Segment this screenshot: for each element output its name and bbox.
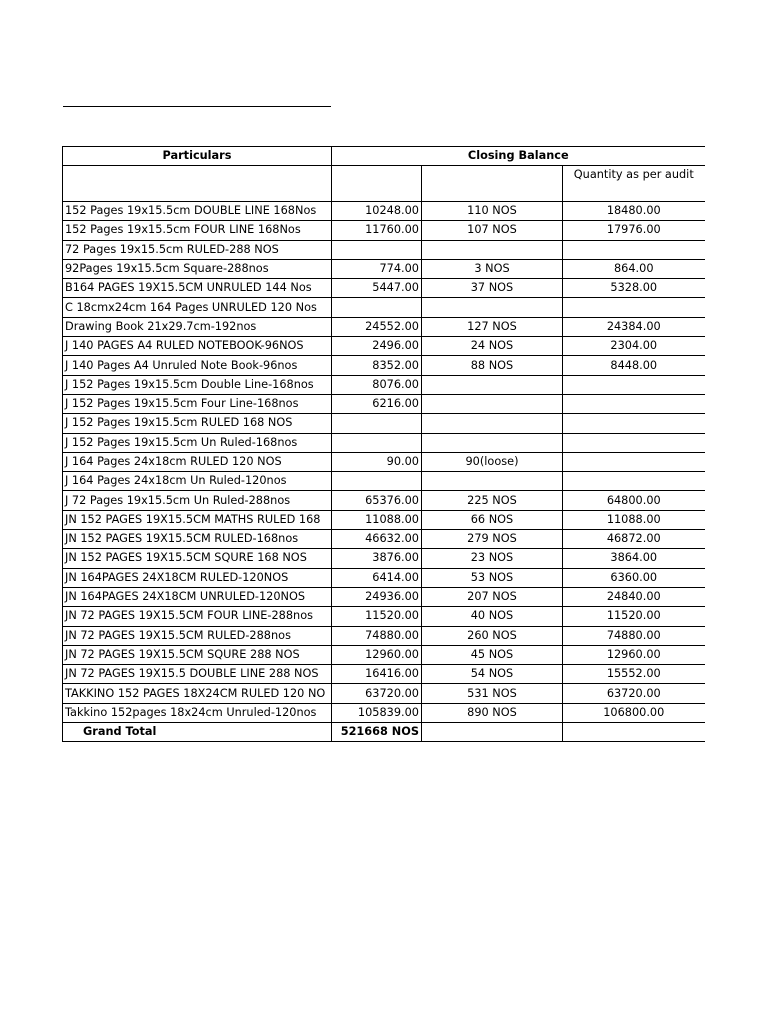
item-audit-quantity: 11088.00 (563, 510, 705, 529)
item-audit-quantity: 6360.00 (563, 568, 705, 587)
item-name: C 18cmx24cm 164 Pages UNRULED 120 Nos (63, 298, 332, 317)
item-quantity: 225 NOS (422, 491, 563, 510)
table-row (63, 202, 705, 221)
table-row (63, 375, 705, 394)
item-audit-quantity: 18480.00 (563, 202, 705, 221)
item-name: J 140 PAGES A4 RULED NOTEBOOK-96NOS (63, 337, 332, 356)
item-value: 16416.00 (332, 665, 422, 684)
item-audit-quantity (563, 472, 705, 491)
item-name: JN 152 PAGES 19X15.5CM MATHS RULED 168 (63, 510, 332, 529)
item-value: 8076.00 (332, 375, 422, 394)
table-row (63, 394, 705, 413)
item-audit-quantity (563, 433, 705, 452)
item-name: J 152 Pages 19x15.5cm Un Ruled-168nos (63, 433, 332, 452)
table-row (63, 240, 705, 259)
item-quantity: 54 NOS (422, 665, 563, 684)
item-audit-quantity (563, 375, 705, 394)
item-name: JN 72 PAGES 19X15.5CM RULED-288nos (63, 626, 332, 645)
item-name: TAKKINO 152 PAGES 18X24CM RULED 120 NO (63, 684, 332, 703)
table-row (63, 472, 705, 491)
item-name: 152 Pages 19x15.5cm FOUR LINE 168Nos (63, 221, 332, 240)
item-name: JN 72 PAGES 19X15.5CM SQURE 288 NOS (63, 645, 332, 664)
item-value (332, 433, 422, 452)
particulars-header: Particulars (63, 147, 332, 166)
grand-total-empty-qty (422, 723, 563, 742)
item-quantity: 53 NOS (422, 568, 563, 587)
item-name: JN 72 PAGES 19X15.5CM FOUR LINE-288nos (63, 607, 332, 626)
item-value: 74880.00 (332, 626, 422, 645)
item-value: 105839.00 (332, 703, 422, 722)
table-row (63, 549, 705, 568)
item-audit-quantity: 3864.00 (563, 549, 705, 568)
table-row (63, 626, 705, 645)
item-quantity: 3 NOS (422, 259, 563, 278)
table-row (63, 530, 705, 549)
item-value: 2496.00 (332, 337, 422, 356)
item-name: B164 PAGES 19X15.5CM UNRULED 144 Nos (63, 279, 332, 298)
item-audit-quantity: 24384.00 (563, 317, 705, 336)
item-quantity: 207 NOS (422, 587, 563, 606)
item-quantity: 260 NOS (422, 626, 563, 645)
item-value: 6414.00 (332, 568, 422, 587)
item-value: 24552.00 (332, 317, 422, 336)
item-audit-quantity (563, 394, 705, 413)
item-name: J 164 Pages 24x18cm Un Ruled-120nos (63, 472, 332, 491)
grand-total-value: 521668 NOS (332, 723, 422, 742)
item-quantity: 107 NOS (422, 221, 563, 240)
item-value: 5447.00 (332, 279, 422, 298)
item-audit-quantity: 74880.00 (563, 626, 705, 645)
closing-balance-table (62, 146, 705, 742)
subheader-row (63, 166, 705, 202)
grand-total-empty-audit (563, 723, 705, 742)
item-name: Takkino 152pages 18x24cm Unruled-120nos (63, 703, 332, 722)
qty-audit-header: Quantity as per audit (563, 166, 705, 202)
item-audit-quantity: 64800.00 (563, 491, 705, 510)
table-row (63, 491, 705, 510)
table-row (63, 684, 705, 703)
item-audit-quantity: 15552.00 (563, 665, 705, 684)
table-row (63, 587, 705, 606)
item-audit-quantity: 11520.00 (563, 607, 705, 626)
table-row (63, 645, 705, 664)
table-row (63, 337, 705, 356)
closing-balance-header: Closing Balance (332, 147, 705, 166)
item-quantity: 890 NOS (422, 703, 563, 722)
item-quantity: 37 NOS (422, 279, 563, 298)
item-audit-quantity: 8448.00 (563, 356, 705, 375)
item-quantity: 40 NOS (422, 607, 563, 626)
item-quantity (422, 375, 563, 394)
item-quantity: 279 NOS (422, 530, 563, 549)
table-row (63, 414, 705, 433)
item-value: 10248.00 (332, 202, 422, 221)
item-value: 24936.00 (332, 587, 422, 606)
item-audit-quantity: 12960.00 (563, 645, 705, 664)
item-name: 152 Pages 19x15.5cm DOUBLE LINE 168Nos (63, 202, 332, 221)
item-value: 6216.00 (332, 394, 422, 413)
item-name: JN 152 PAGES 19X15.5CM SQURE 168 NOS (63, 549, 332, 568)
table-row (63, 298, 705, 317)
subheader-empty-value (332, 166, 422, 202)
table-row (63, 665, 705, 684)
table-row (63, 568, 705, 587)
item-name: J 72 Pages 19x15.5cm Un Ruled-288nos (63, 491, 332, 510)
top-rule (63, 106, 331, 107)
item-audit-quantity (563, 414, 705, 433)
item-name: J 164 Pages 24x18cm RULED 120 NOS (63, 452, 332, 471)
grand-total-label: Grand Total (63, 723, 332, 742)
item-value: 11760.00 (332, 221, 422, 240)
item-quantity (422, 472, 563, 491)
item-quantity: 531 NOS (422, 684, 563, 703)
table-row (63, 607, 705, 626)
item-quantity: 110 NOS (422, 202, 563, 221)
item-audit-quantity: 864.00 (563, 259, 705, 278)
table-row (63, 433, 705, 452)
item-value: 12960.00 (332, 645, 422, 664)
item-value: 8352.00 (332, 356, 422, 375)
item-quantity: 23 NOS (422, 549, 563, 568)
item-quantity: 88 NOS (422, 356, 563, 375)
item-name: JN 164PAGES 24X18CM UNRULED-120NOS (63, 587, 332, 606)
item-name: JN 72 PAGES 19X15.5 DOUBLE LINE 288 NOS (63, 665, 332, 684)
item-quantity: 127 NOS (422, 317, 563, 336)
item-audit-quantity: 24840.00 (563, 587, 705, 606)
table-row (63, 703, 705, 722)
item-quantity: 66 NOS (422, 510, 563, 529)
item-audit-quantity: 46872.00 (563, 530, 705, 549)
item-name: Drawing Book 21x29.7cm-192nos (63, 317, 332, 336)
item-value: 65376.00 (332, 491, 422, 510)
item-value: 63720.00 (332, 684, 422, 703)
item-quantity: 24 NOS (422, 337, 563, 356)
item-name: J 152 Pages 19x15.5cm Four Line-168nos (63, 394, 332, 413)
item-quantity: 90(loose) (422, 452, 563, 471)
item-value: 46632.00 (332, 530, 422, 549)
item-audit-quantity: 2304.00 (563, 337, 705, 356)
item-quantity (422, 433, 563, 452)
item-value: 11088.00 (332, 510, 422, 529)
item-audit-quantity (563, 240, 705, 259)
item-audit-quantity: 63720.00 (563, 684, 705, 703)
table-row (63, 221, 705, 240)
item-quantity (422, 414, 563, 433)
item-audit-quantity: 17976.00 (563, 221, 705, 240)
table-row (63, 259, 705, 278)
item-value: 3876.00 (332, 549, 422, 568)
item-name: J 152 Pages 19x15.5cm Double Line-168nos (63, 375, 332, 394)
item-value: 90.00 (332, 452, 422, 471)
table-row (63, 356, 705, 375)
table-row (63, 452, 705, 471)
item-quantity: 45 NOS (422, 645, 563, 664)
item-audit-quantity (563, 298, 705, 317)
item-name: 72 Pages 19x15.5cm RULED-288 NOS (63, 240, 332, 259)
item-audit-quantity: 5328.00 (563, 279, 705, 298)
grand-total-row (63, 723, 705, 742)
item-audit-quantity (563, 452, 705, 471)
item-name: JN 152 PAGES 19X15.5CM RULED-168nos (63, 530, 332, 549)
item-name: J 152 Pages 19x15.5cm RULED 168 NOS (63, 414, 332, 433)
table-row (63, 279, 705, 298)
item-value: 11520.00 (332, 607, 422, 626)
item-value (332, 298, 422, 317)
table-row (63, 510, 705, 529)
subheader-empty-qty (422, 166, 563, 202)
item-quantity (422, 394, 563, 413)
header-row (63, 147, 705, 166)
item-value (332, 472, 422, 491)
item-name: J 140 Pages A4 Unruled Note Book-96nos (63, 356, 332, 375)
item-value: 774.00 (332, 259, 422, 278)
subheader-empty-particulars (63, 166, 332, 202)
item-name: JN 164PAGES 24X18CM RULED-120NOS (63, 568, 332, 587)
table-row (63, 317, 705, 336)
item-quantity (422, 240, 563, 259)
item-name: 92Pages 19x15.5cm Square-288nos (63, 259, 332, 278)
item-quantity (422, 298, 563, 317)
item-audit-quantity: 106800.00 (563, 703, 705, 722)
item-value (332, 414, 422, 433)
item-value (332, 240, 422, 259)
table-body (63, 202, 705, 723)
